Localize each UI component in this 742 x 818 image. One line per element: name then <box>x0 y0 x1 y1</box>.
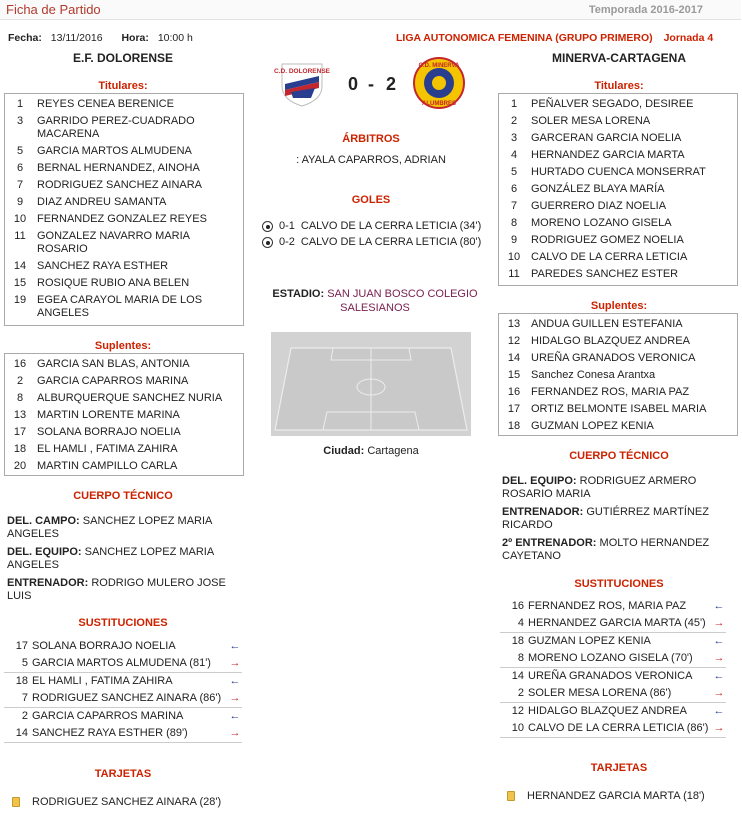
arrow-in-icon: ← <box>713 705 725 717</box>
home-cards <box>12 796 246 808</box>
player-name: EL HAMLI , FATIMA ZAHIRA <box>37 443 178 455</box>
player-number: 3 <box>510 132 518 144</box>
player-number: 13 <box>507 318 521 330</box>
sub-number: 14 <box>15 727 28 739</box>
sub-number: 12 <box>511 705 524 717</box>
player-name: BERNAL HERNANDEZ, AINOHA <box>37 162 200 174</box>
player-name: MARTIN LORENTE MARINA <box>37 409 180 421</box>
player-number: 20 <box>13 460 27 472</box>
player-row[interactable] <box>499 96 737 113</box>
player-number: 8 <box>16 392 24 404</box>
player-row[interactable] <box>499 249 737 266</box>
home-changes <box>4 638 242 743</box>
away-crest-top-text: C.D. MINERVA <box>418 63 460 69</box>
stadium-image <box>271 332 471 436</box>
player-row[interactable] <box>499 418 737 435</box>
arrow-out-icon: → <box>229 692 241 704</box>
goal-score: 0-1 <box>279 220 295 232</box>
goals-heading: GOLES <box>351 194 391 206</box>
player-row[interactable] <box>5 407 243 424</box>
player-row[interactable] <box>499 164 737 181</box>
arrow-in-icon: ← <box>713 600 725 612</box>
player-number: 1 <box>510 98 518 110</box>
player-number: 5 <box>16 145 24 157</box>
substitution-row <box>500 703 726 720</box>
player-number: 17 <box>507 403 521 415</box>
player-name: ALBURQUERQUE SANCHEZ NURIA <box>37 392 223 404</box>
player-number: 14 <box>507 352 521 364</box>
sub-name: GUZMAN LOPEZ KENIA <box>528 635 651 647</box>
score-away: 2 <box>386 74 397 94</box>
player-row[interactable] <box>499 266 737 283</box>
sub-name: SOLANA BORRAJO NOELIA <box>32 640 176 652</box>
arrow-out-icon: → <box>713 687 725 699</box>
player-row[interactable] <box>499 130 737 147</box>
player-name: SOLER MESA LORENA <box>531 115 651 127</box>
sub-name: CALVO DE LA CERRA LETICIA (86') <box>528 722 709 734</box>
substitution-pair <box>4 708 242 743</box>
arrow-in-icon: ← <box>229 710 241 722</box>
player-row[interactable] <box>5 113 243 143</box>
player-row[interactable] <box>499 181 737 198</box>
substitution-pair <box>500 598 726 633</box>
sub-name: MORENO LOZANO GISELA (70') <box>528 652 693 664</box>
match-datetime <box>8 32 193 44</box>
match-date: 13/11/2016 <box>50 32 103 44</box>
player-number: 15 <box>507 369 521 381</box>
arrow-in-icon: ← <box>229 640 241 652</box>
staff-name: RODRIGO MULERO JOSE LUIS <box>7 577 226 602</box>
player-row[interactable] <box>499 147 737 164</box>
player-number: 6 <box>16 162 24 174</box>
player-row[interactable] <box>5 424 243 441</box>
substitution-row <box>4 708 242 725</box>
player-row[interactable] <box>499 401 737 418</box>
player-number: 18 <box>13 443 27 455</box>
player-number: 9 <box>510 234 518 246</box>
goal-scorer: CALVO DE LA CERRA LETICIA (34') <box>300 220 482 232</box>
away-changes-heading: SUSTITUCIONES <box>574 578 664 590</box>
player-row[interactable] <box>5 160 243 177</box>
player-name: MARTIN CAMPILLO CARLA <box>37 460 178 472</box>
referees-heading: ÁRBITROS <box>342 133 400 145</box>
arrow-out-icon: → <box>713 722 725 734</box>
sub-name: EL HAMLI , FATIMA ZAHIRA <box>32 675 173 687</box>
away-crest-bottom-text: ALUMBRES <box>422 101 456 107</box>
player-name: GUZMAN LOPEZ KENIA <box>531 420 654 432</box>
home-starters-heading: Titulares: <box>98 80 148 92</box>
substitution-row <box>4 655 242 672</box>
sub-number: 17 <box>15 640 28 652</box>
arrow-out-icon: → <box>713 652 725 664</box>
player-name: HIDALGO BLAZQUEZ ANDREA <box>531 335 690 347</box>
player-name: PEÑALVER SEGADO, DESIREE <box>531 98 694 110</box>
sub-number: 2 <box>21 710 28 722</box>
yellow-card-icon <box>12 797 20 807</box>
player-name: FERNANDEZ ROS, MARIA PAZ <box>531 386 690 398</box>
city-label: Ciudad: <box>323 445 365 457</box>
substitution-row <box>500 668 726 685</box>
away-subs-list <box>498 313 738 436</box>
arrow-in-icon: ← <box>713 635 725 647</box>
staff-name: MOLTO HERNANDEZ CAYETANO <box>502 537 710 562</box>
sub-number: 5 <box>21 657 28 669</box>
sub-number: 2 <box>517 687 524 699</box>
player-name: GARCIA MARTOS ALMUDENA <box>37 145 192 157</box>
stadium-name[interactable]: SAN JUAN BOSCO COLEGIO SALESIANOS <box>327 288 478 314</box>
goal-row <box>262 220 498 232</box>
city <box>246 445 496 457</box>
date-label: Fecha: <box>8 32 42 44</box>
player-number: 19 <box>13 294 27 306</box>
arrow-out-icon: → <box>229 727 241 739</box>
player-row[interactable] <box>5 177 243 194</box>
home-team-name: E.F. DOLORENSE <box>72 51 173 65</box>
staff-role: ENTRENADOR: <box>502 506 584 518</box>
player-number: 12 <box>507 335 521 347</box>
card-row <box>12 796 246 808</box>
substitution-row <box>4 690 242 707</box>
staff-name: SANCHEZ LOPEZ MARIA ANGELES <box>7 515 212 540</box>
card-player: RODRIGUEZ SANCHEZ AINARA (28') <box>32 796 222 808</box>
sub-number: 18 <box>15 675 28 687</box>
home-subs-list <box>4 353 244 476</box>
substitution-pair <box>4 638 242 673</box>
staff-name: GUTIÉRREZ MARTÍNEZ RICARDO <box>502 506 709 531</box>
home-changes-heading: SUSTITUCIONES <box>78 617 168 629</box>
city-name: Cartagena <box>367 445 419 457</box>
player-row[interactable] <box>499 113 737 130</box>
away-starters-heading: Titulares: <box>594 80 644 92</box>
player-row[interactable] <box>5 96 243 113</box>
player-row[interactable] <box>499 350 737 367</box>
player-row[interactable] <box>5 390 243 407</box>
staff-role: 2º ENTRENADOR: <box>502 537 597 549</box>
player-number: 2 <box>16 375 24 387</box>
player-number: 18 <box>507 420 521 432</box>
staff-name: RODRIGUEZ ARMERO ROSARIO MARIA <box>502 475 697 500</box>
time-label: Hora: <box>121 32 149 44</box>
ball-icon <box>262 221 273 232</box>
player-number: 2 <box>510 115 518 127</box>
player-number: 4 <box>510 149 518 161</box>
substitution-row <box>500 685 726 702</box>
player-number: 7 <box>16 179 24 191</box>
player-row[interactable] <box>5 194 243 211</box>
league-name: LIGA AUTONOMICA FEMENINA (GRUPO PRIMERO) <box>396 32 653 44</box>
away-crest <box>413 57 465 109</box>
sub-name: RODRIGUEZ SANCHEZ AINARA (86') <box>32 692 222 704</box>
player-row[interactable] <box>5 441 243 458</box>
player-row[interactable] <box>5 258 243 275</box>
arrow-out-icon: → <box>229 657 241 669</box>
player-number: 13 <box>13 409 27 421</box>
player-name: GUERRERO DIAZ NOELIA <box>531 200 667 212</box>
sub-name: HIDALGO BLAZQUEZ ANDREA <box>528 705 687 717</box>
substitution-pair <box>500 703 726 738</box>
card-row <box>507 790 737 802</box>
player-number: 14 <box>13 260 27 272</box>
player-name: Sanchez Conesa Arantxa <box>531 369 656 381</box>
home-crest-text: C.D. DOLORENSE <box>274 68 330 75</box>
player-row[interactable] <box>5 143 243 160</box>
player-name: GONZALEZ NAVARRO MARIA ROSARIO <box>37 230 190 255</box>
player-row[interactable] <box>5 458 243 475</box>
player-number: 15 <box>13 277 27 289</box>
player-row[interactable] <box>5 275 243 292</box>
arrow-in-icon: ← <box>229 675 241 687</box>
arrow-in-icon: ← <box>713 670 725 682</box>
substitution-row <box>4 673 242 690</box>
player-row[interactable] <box>499 198 737 215</box>
player-name: RODRIGUEZ SANCHEZ AINARA <box>37 179 203 191</box>
player-name: GARCERAN GARCIA NOELIA <box>531 132 682 144</box>
staff-role: ENTRENADOR: <box>7 577 89 589</box>
player-name: GARCIA SAN BLAS, ANTONIA <box>37 358 190 370</box>
sub-number: 16 <box>511 600 524 612</box>
player-name: ANDUA GUILLEN ESTEFANIA <box>531 318 683 330</box>
substitution-pair <box>4 673 242 708</box>
player-name: DIAZ ANDREU SAMANTA <box>37 196 167 208</box>
substitution-row <box>4 725 242 742</box>
sub-number: 4 <box>517 617 524 629</box>
staff-role: DEL. EQUIPO: <box>7 546 82 558</box>
staff-entry <box>502 475 738 501</box>
player-name: SOLANA BORRAJO NOELIA <box>37 426 181 438</box>
player-row[interactable] <box>499 232 737 249</box>
player-number: 3 <box>16 115 24 127</box>
player-name: FERNANDEZ GONZALEZ REYES <box>37 213 207 225</box>
sub-number: 18 <box>511 635 524 647</box>
player-row[interactable] <box>5 211 243 228</box>
staff-entry <box>502 506 738 532</box>
page-title: Ficha de Partido <box>6 2 101 17</box>
score-separator: - <box>368 74 374 94</box>
sub-name: HERNANDEZ GARCIA MARTA (45') <box>528 617 706 629</box>
sub-name: GARCIA MARTOS ALMUDENA (81') <box>32 657 211 669</box>
staff-name: SANCHEZ LOPEZ MARIA ANGELES <box>7 546 214 571</box>
player-number: 10 <box>507 251 521 263</box>
player-number: 11 <box>14 230 26 242</box>
substitution-row <box>500 615 726 632</box>
staff-role: DEL. CAMPO: <box>7 515 80 527</box>
player-row[interactable] <box>499 333 737 350</box>
player-number: 17 <box>13 426 27 438</box>
home-cards-heading: TARJETAS <box>94 768 152 780</box>
player-row[interactable] <box>499 215 737 232</box>
home-staff-heading: CUERPO TÉCNICO <box>73 490 173 502</box>
sub-number: 10 <box>511 722 524 734</box>
sub-name: SANCHEZ RAYA ESTHER (89') <box>32 727 188 739</box>
sub-name: FERNANDEZ ROS, MARIA PAZ <box>528 600 687 612</box>
referee-name: : AYALA CAPARROS, ADRIAN <box>296 154 446 166</box>
staff-entry <box>7 577 245 603</box>
competition <box>396 32 713 44</box>
player-name: HERNANDEZ GARCIA MARTA <box>531 149 685 161</box>
player-row[interactable] <box>5 228 243 258</box>
home-crest <box>274 58 330 108</box>
away-changes <box>500 598 726 738</box>
yellow-card-icon <box>507 791 515 801</box>
player-name: GARRIDO PEREZ-CUADRADO MACARENA <box>37 115 195 140</box>
goal-score: 0-2 <box>279 236 295 248</box>
staff-entry <box>502 537 738 563</box>
sub-name: SOLER MESA LORENA (86') <box>528 687 672 699</box>
player-number: 7 <box>510 200 518 212</box>
away-cards <box>507 790 737 802</box>
substitution-row <box>500 650 726 667</box>
home-starters-list <box>4 93 244 326</box>
score-home: 0 <box>348 74 359 94</box>
player-name: MORENO LOZANO GISELA <box>531 217 672 229</box>
substitution-pair <box>500 668 726 703</box>
player-row[interactable] <box>5 373 243 390</box>
player-number: 10 <box>13 213 27 225</box>
away-team-name: MINERVA-CARTAGENA <box>552 51 686 65</box>
player-name: GARCIA CAPARROS MARINA <box>37 375 189 387</box>
staff-role: DEL. EQUIPO: <box>502 475 577 487</box>
player-name: RODRIGUEZ GOMEZ NOELIA <box>531 234 684 246</box>
goals-list <box>262 220 498 252</box>
sub-number: 14 <box>511 670 524 682</box>
player-number: 8 <box>510 217 518 229</box>
away-subs-heading: Suplentes: <box>590 300 648 312</box>
player-name: UREÑA GRANADOS VERONICA <box>531 352 696 364</box>
title-bar <box>0 0 741 20</box>
home-staff <box>7 515 245 608</box>
match-time: 10:00 h <box>157 32 193 44</box>
sub-name: UREÑA GRANADOS VERONICA <box>528 670 693 682</box>
goal-row <box>262 236 498 248</box>
player-name: ROSIQUE RUBIO ANA BELEN <box>37 277 190 289</box>
player-row[interactable] <box>499 316 737 333</box>
arrow-out-icon: → <box>713 617 725 629</box>
player-name: HURTADO CUENCA MONSERRAT <box>531 166 706 178</box>
player-row[interactable] <box>499 367 737 384</box>
substitution-row <box>500 720 726 737</box>
away-starters-list <box>498 93 738 286</box>
player-name: GONZÁLEZ BLAYA MARÍA <box>531 183 665 195</box>
player-number: 16 <box>13 358 27 370</box>
player-name: SANCHEZ RAYA ESTHER <box>37 260 169 272</box>
staff-entry <box>7 515 245 541</box>
player-name: PAREDES SANCHEZ ESTER <box>531 268 679 280</box>
player-number: 1 <box>16 98 24 110</box>
player-number: 16 <box>507 386 521 398</box>
goal-scorer: CALVO DE LA CERRA LETICIA (80') <box>300 236 482 248</box>
ball-icon <box>262 237 273 248</box>
player-name: CALVO DE LA CERRA LETICIA <box>531 251 688 263</box>
substitution-row <box>500 633 726 650</box>
staff-entry <box>7 546 245 572</box>
sub-number: 8 <box>517 652 524 664</box>
substitution-row <box>500 598 726 615</box>
player-row[interactable] <box>5 292 243 322</box>
player-number: 11 <box>508 268 520 280</box>
player-name: EGEA CARAYOL MARIA DE LOS ANGELES <box>37 294 203 319</box>
sub-number: 7 <box>21 692 28 704</box>
away-staff-heading: CUERPO TÉCNICO <box>569 450 669 462</box>
stadium <box>262 287 488 315</box>
substitution-pair <box>500 633 726 668</box>
sub-name: GARCIA CAPARROS MARINA <box>32 710 184 722</box>
season-label: Temporada 2016-2017 <box>588 4 703 16</box>
player-name: ORTIZ BELMONTE ISABEL MARIA <box>531 403 707 415</box>
player-row[interactable] <box>499 384 737 401</box>
player-number: 6 <box>510 183 518 195</box>
home-subs-heading: Suplentes: <box>94 340 152 352</box>
round-label: Jornada 4 <box>663 32 714 44</box>
stadium-label: ESTADIO: <box>272 288 325 300</box>
player-name: REYES CENEA BERENICE <box>37 98 174 110</box>
substitution-row <box>4 638 242 655</box>
player-row[interactable] <box>5 356 243 373</box>
away-cards-heading: TARJETAS <box>590 762 648 774</box>
player-number: 5 <box>510 166 518 178</box>
away-staff <box>502 475 738 568</box>
player-number: 9 <box>16 196 24 208</box>
card-player: HERNANDEZ GARCIA MARTA (18') <box>527 790 705 802</box>
